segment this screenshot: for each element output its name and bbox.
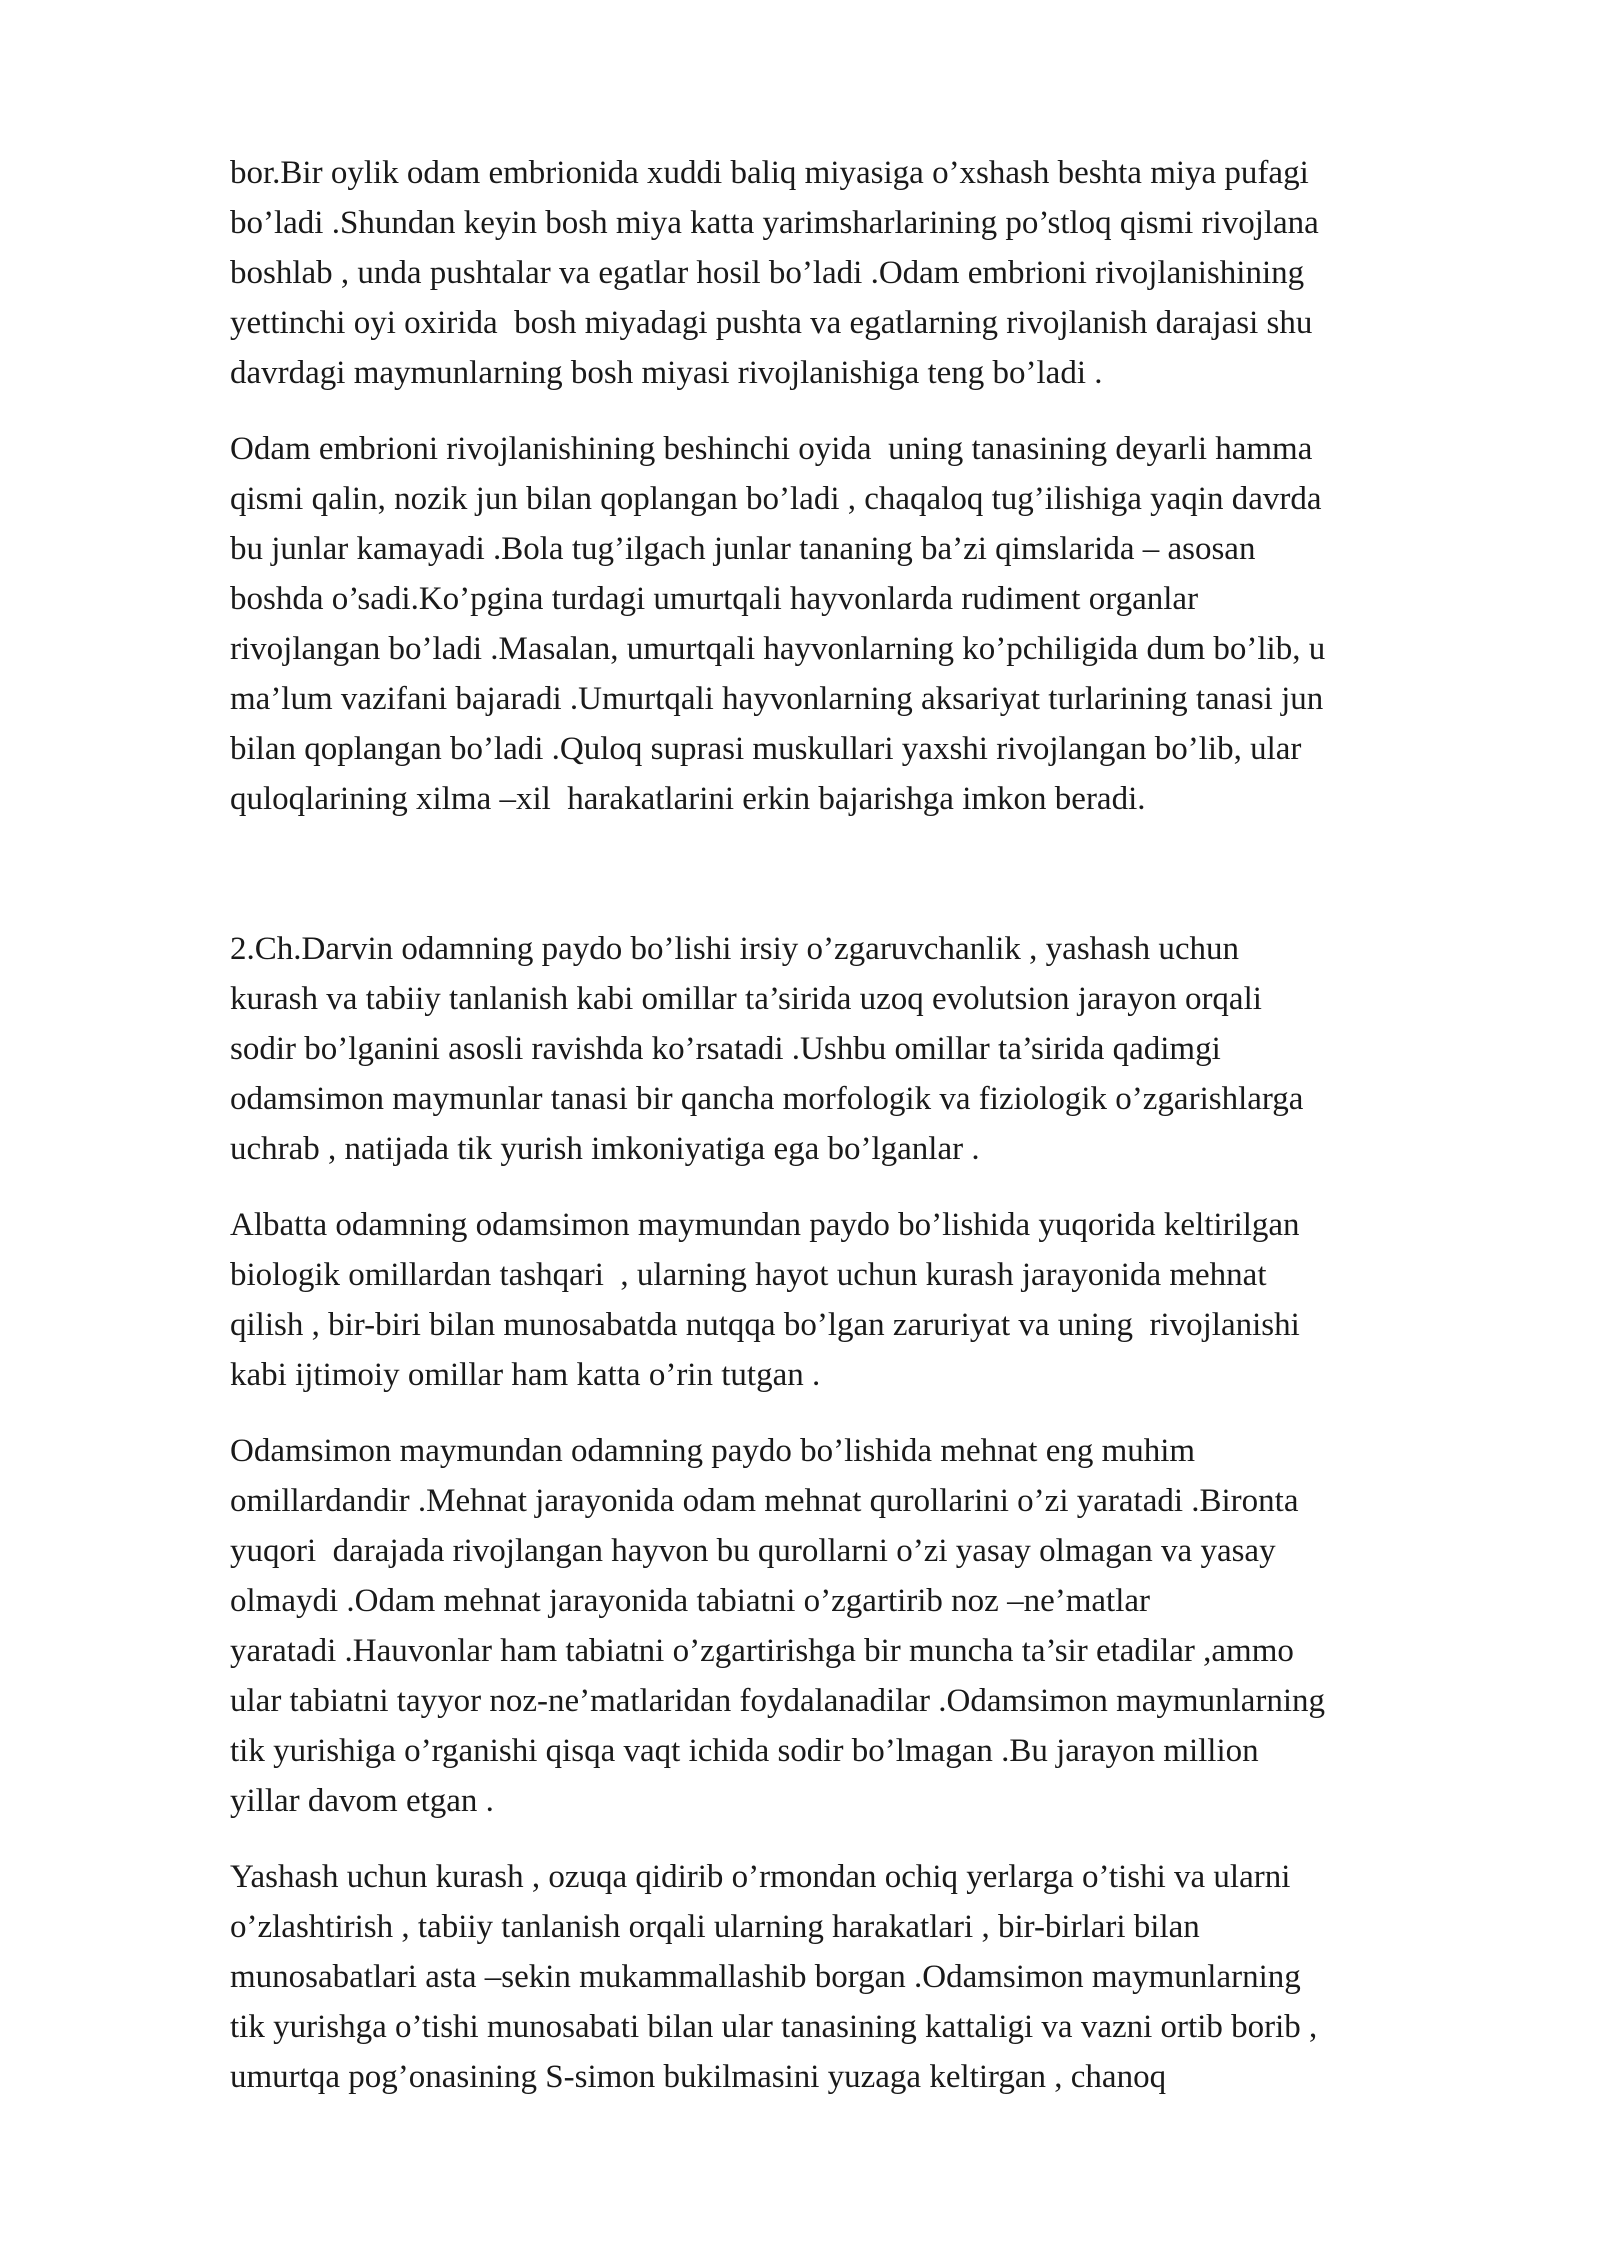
text-line: kurash va tabiiy tanlanish kabi omillar ta’sirida uzoq evolutsion jarayon orqali: [230, 981, 1262, 1017]
document-body: [230, 148, 1492, 2102]
paragraph-spacing: [230, 1826, 1492, 1852]
text-line: bor.Bir oylik odam embrionida xuddi baliq miyasiga o’xshash beshta miya pufagi: [230, 155, 1309, 191]
text-line: Odam embrioni rivojlanishining beshinchi oyida uning tanasining deyarli hamma: [230, 431, 1313, 467]
text-line: ma’lum vazifani bajaradi .Umurtqali hayvonlarning aksariyat turlarining tanasi jun: [230, 681, 1324, 717]
text-line: qilish , bir-biri bilan munosabatda nutqqa bo’lgan zaruriyat va uning rivojlanishi: [230, 1307, 1300, 1343]
text-line: olmaydi .Odam mehnat jarayonida tabiatni o’zgartirib noz –ne’matlar: [230, 1583, 1151, 1619]
paragraph-1: [230, 148, 1492, 398]
section-spacing: [230, 824, 1492, 924]
text-line: Yashash uchun kurash , ozuqa qidirib o’rmondan ochiq yerlarga o’tishi va ularni: [230, 1859, 1291, 1895]
paragraph-4: [230, 1200, 1492, 1400]
text-line: odamsimon maymunlar tanasi bir qancha morfologik va fiziologik o’zgarishlarga: [230, 1081, 1304, 1117]
text-line: boshda o’sadi.Ko’pgina turdagi umurtqali hayvonlarda rudiment organlar: [230, 581, 1199, 617]
text-line: qismi qalin, nozik jun bilan qoplangan bo’ladi , chaqaloq tug’ilishiga yaqin davrda: [230, 481, 1322, 517]
paragraph-spacing: [230, 398, 1492, 424]
paragraph-3: [230, 924, 1492, 1174]
text-line: yaratadi .Hauvonlar ham tabiatni o’zgartirishga bir muncha ta’sir etadilar ,ammo: [230, 1633, 1294, 1669]
text-line: Albatta odamning odamsimon maymundan paydo bo’lishida yuqorida keltirilgan: [230, 1207, 1300, 1243]
text-line: rivojlangan bo’ladi .Masalan, umurtqali hayvonlarning ko’pchiligida dum bo’lib, u: [230, 631, 1326, 667]
text-line: omillardandir .Mehnat jarayonida odam mehnat qurollarini o’zi yaratadi .Bironta: [230, 1483, 1299, 1519]
text-line: munosabatlari asta –sekin mukammallashib borgan .Odamsimon maymunlarning: [230, 1959, 1301, 1995]
text-line: yillar davom etgan .: [230, 1783, 494, 1819]
text-line: boshlab , unda pushtalar va egatlar hosil bo’ladi .Odam embrioni rivojlanishining: [230, 255, 1305, 291]
text-line: yettinchi oyi oxirida bosh miyadagi pushta va egatlarning rivojlanish darajasi shu: [230, 305, 1313, 341]
text-line: yuqori darajada rivojlangan hayvon bu qurollarni o’zi yasay olmagan va yasay: [230, 1533, 1276, 1569]
text-line: quloqlarining xilma –xil harakatlarini erkin bajarishga imkon beradi.: [230, 781, 1146, 817]
text-line: biologik omillardan tashqari , ularning hayot uchun kurash jarayonida mehnat: [230, 1257, 1267, 1293]
text-line: sodir bo’lganini asosli ravishda ko’rsatadi .Ushbu omillar ta’sirida qadimgi: [230, 1031, 1221, 1067]
text-line: davrdagi maymunlarning bosh miyasi rivojlanishiga teng bo’ladi .: [230, 355, 1103, 391]
text-line: bilan qoplangan bo’ladi .Quloq suprasi muskullari yaxshi rivojlangan bo’lib, ular: [230, 731, 1302, 767]
paragraph-6: [230, 1852, 1492, 2102]
text-line: 2.Ch.Darvin odamning paydo bo’lishi irsiy o’zgaruvchanlik , yashash uchun: [230, 931, 1240, 967]
text-line: ular tabiatni tayyor noz-ne’matlaridan foydalanadilar .Odamsimon maymunlarning: [230, 1683, 1326, 1719]
paragraph-2: [230, 424, 1492, 824]
paragraph-spacing: [230, 1400, 1492, 1426]
text-line: o’zlashtirish , tabiiy tanlanish orqali ularning harakatlari , bir-birlari bilan: [230, 1909, 1200, 1945]
paragraph-spacing: [230, 1174, 1492, 1200]
text-line: bo’ladi .Shundan keyin bosh miya katta yarimsharlarining po’stloq qismi rivojlana: [230, 205, 1319, 241]
paragraph-5: [230, 1426, 1492, 1826]
text-line: Odamsimon maymundan odamning paydo bo’lishida mehnat eng muhim: [230, 1433, 1196, 1469]
text-line: tik yurishiga o’rganishi qisqa vaqt ichida sodir bo’lmagan .Bu jarayon million: [230, 1733, 1259, 1769]
text-line: tik yurishga o’tishi munosabati bilan ular tanasining kattaligi va vazni ortib borib ,: [230, 2009, 1318, 2045]
text-line: umurtqa pog’onasining S-simon bukilmasini yuzaga keltirgan , chanoq: [230, 2059, 1167, 2095]
text-line: kabi ijtimoiy omillar ham katta o’rin tutgan .: [230, 1357, 821, 1393]
text-line: bu junlar kamayadi .Bola tug’ilgach junlar tananing ba’zi qimslarida – asosan: [230, 531, 1256, 567]
text-line: uchrab , natijada tik yurish imkoniyatiga ega bo’lganlar .: [230, 1131, 980, 1167]
